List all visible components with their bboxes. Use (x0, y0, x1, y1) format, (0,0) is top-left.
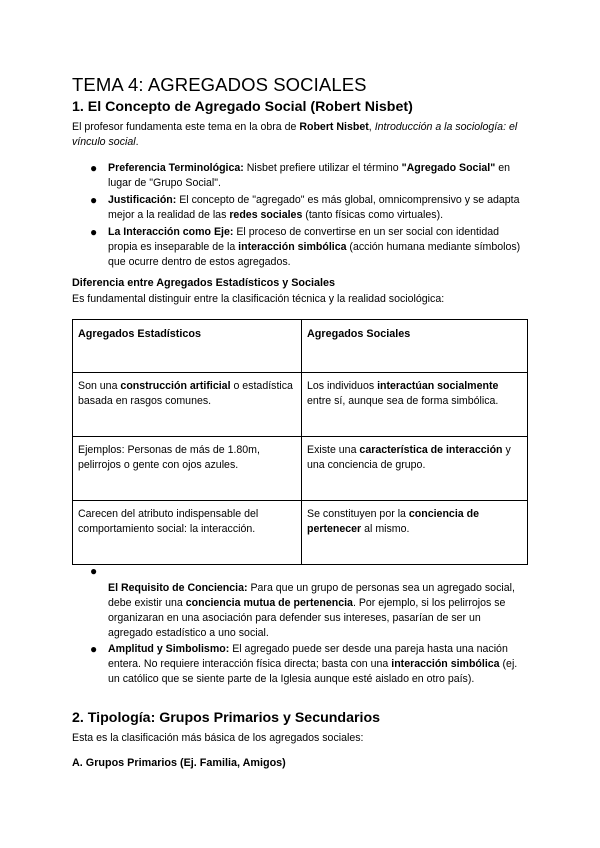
list-item (72, 581, 528, 641)
item-label: La Interacción como Eje: (108, 226, 234, 238)
item-text: El agregado puede ser desde una pareja hasta una nación entera. No requiere interacción física directa; basta con una (108, 643, 508, 670)
table-row (73, 437, 528, 501)
item-emphasis: conciencia mutua de pertenencia (185, 597, 353, 609)
list-item (72, 193, 528, 223)
item-text: en lugar de "Grupo Social". (108, 162, 510, 189)
table-header-cell (302, 320, 528, 373)
cell-text: Existe una (307, 444, 360, 456)
cell-emphasis: interactúan socialmente (377, 380, 499, 392)
intro-text: . (135, 136, 139, 148)
item-text: El proceso de convertirse en un ser social con identidad propia es inseparable de la (108, 226, 499, 253)
cell-text: al mismo. (361, 523, 410, 535)
item-label: Preferencia Terminológica: (108, 162, 244, 174)
table-cell (302, 501, 528, 565)
section-1-heading: 1. El Concepto de Agregado Social (Robert Nisbet) (72, 99, 413, 115)
item-text: . Por ejemplo, si los pelirrojos se organizaran en una asociación para defender sus intereses, pasarían de ser un agregado estadístico a uno social. (108, 597, 506, 639)
bullet-icon: ● (90, 225, 98, 239)
item-text: (ej. un católico que se siente parte de la Iglesia aunque esté aislado en otro país). (108, 658, 518, 685)
item-emphasis: interacción simbólica (391, 658, 500, 670)
intro-author: Robert Nisbet (299, 121, 369, 133)
list-item (72, 225, 528, 270)
cell-emphasis: conciencia de pertenecer (307, 508, 479, 535)
empty-list-item (72, 564, 528, 579)
section-2-intro: Esta es la clasificación más básica de los agregados sociales: (72, 732, 364, 744)
comparison-table (72, 319, 528, 565)
intro-book-title: Introducción a la sociología: el vínculo social (72, 121, 518, 148)
bullet-icon: ● (90, 161, 98, 175)
table-header-row (73, 320, 528, 373)
subsection-heading: Diferencia entre Agregados Estadísticos y Sociales (72, 277, 336, 289)
item-text: El concepto de "agregado" es más global, omnicomprensivo y se adapta mejor a la realidad de las (108, 194, 520, 221)
cell-text: Carecen del atributo indispensable del comportamiento social: la interacción. (78, 508, 259, 535)
cell-emphasis: característica de interacción (359, 444, 503, 456)
cell-emphasis: construcción artificial (120, 380, 231, 392)
cell-text: Se constituyen por la (307, 508, 409, 520)
table-cell (73, 501, 302, 565)
subsection-intro: Es fundamental distinguir entre la clasificación técnica y la realidad sociológica: (72, 293, 445, 305)
item-label: El Requisito de Conciencia: (108, 582, 248, 594)
table-row (73, 501, 528, 565)
list-item (72, 161, 528, 191)
cell-text: o estadística basada en rasgos comunes. (78, 380, 293, 407)
cell-text: Ejemplos: Personas de más de 1.80m, pelirrojos o gente con ojos azules. (78, 444, 260, 471)
intro-text: , (368, 121, 375, 133)
intro-text: El profesor fundamenta este tema en la obra de (72, 121, 300, 133)
item-text: Para que un grupo de personas sea un agregado social, debe existir una (108, 582, 515, 609)
item-text: (tanto físicas como virtuales). (302, 209, 444, 221)
section-2-subheading: A. Grupos Primarios (Ej. Familia, Amigos) (72, 757, 286, 769)
page-title: TEMA 4: AGREGADOS SOCIALES (72, 74, 367, 95)
table-cell (73, 437, 302, 501)
item-emphasis: interacción simbólica (238, 241, 347, 253)
item-label: Amplitud y Simbolismo: (108, 643, 230, 655)
table-row (73, 373, 528, 437)
bullet-icon: ● (90, 564, 98, 578)
header-text: Agregados Sociales (307, 328, 411, 340)
bullet-icon: ● (90, 642, 98, 656)
section-1-bullet-list-2 (72, 564, 528, 689)
section-2-heading: 2. Tipología: Grupos Primarios y Secundarios (72, 710, 380, 726)
section-1-bullet-list (72, 161, 528, 272)
table-cell (73, 373, 302, 437)
table-cell (302, 373, 528, 437)
item-text: (acción humana mediante símbolos) que ocurre dentro de estos agregados. (108, 241, 521, 268)
item-emphasis: redes sociales (229, 209, 303, 221)
header-text: Agregados Estadísticos (78, 328, 201, 340)
cell-text: Los individuos (307, 380, 378, 392)
item-emphasis: "Agregado Social" (401, 162, 496, 174)
bullet-icon: ● (90, 193, 98, 207)
item-label: Justificación: (108, 194, 177, 206)
section-1-intro (72, 120, 528, 150)
table-cell (302, 437, 528, 501)
cell-text: y una conciencia de grupo. (307, 444, 511, 471)
item-text: Nisbet prefiere utilizar el término (243, 162, 402, 174)
list-item (72, 642, 528, 687)
cell-text: entre sí, aunque sea de forma simbólica. (307, 395, 499, 407)
cell-text: Son una (78, 380, 121, 392)
table-header-cell (73, 320, 302, 373)
